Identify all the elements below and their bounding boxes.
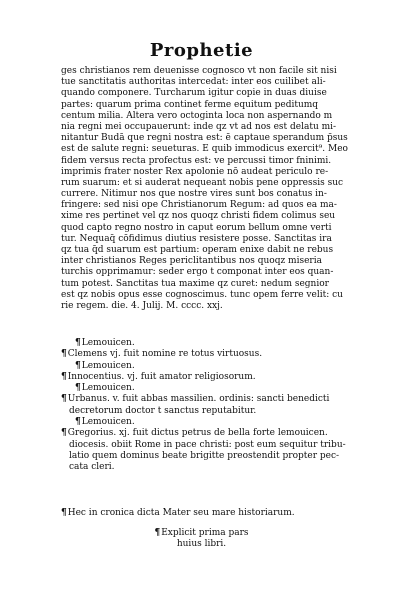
text-line: tum potest. Sanctitas tua maxime qz curet: nedum segnior	[61, 278, 329, 289]
text-line: imprimis frater noster Rex apolonie nō audeat periculo re-	[61, 166, 329, 177]
pilcrow-icon: ¶	[61, 428, 67, 439]
entry-line: cata cleri.	[69, 462, 115, 473]
text-line: nitantur Budā que regni nostra est: ē captaue sperandum p̄sus	[61, 133, 348, 144]
body-paragraph	[61, 66, 361, 312]
pilcrow-icon: ¶	[154, 528, 161, 538]
text-line: est qz nobis opus esse cognoscimus. tunc opem ferre velit: cu	[61, 289, 343, 300]
entry-line: diocesis. obiit Rome in pace christi: post eum sequitur tribu-	[69, 439, 346, 450]
text-line: tur. Nequaq̄ cōfidimus diutius resistere posse. Sanctitas ira	[61, 233, 332, 244]
text-line: rie regem. die. 4. Julij. M. cccc. xxj.	[61, 300, 223, 311]
text-line: tue sanctitatis authoritas intercedat: inter eos cuilibet ali-	[61, 77, 326, 88]
text-line: centum milia. Altera vero octoginta loca non aspernando m	[61, 110, 333, 121]
entry-line: ¶Lemouicen.	[75, 360, 135, 371]
chronicle-note: ¶Hec in cronica dicta Mater seu mare historiarum.	[61, 508, 295, 518]
explicit-colophon	[0, 528, 403, 550]
pilcrow-icon: ¶	[75, 383, 81, 394]
pilcrow-icon: ¶	[61, 349, 67, 360]
running-head: Prophetie	[149, 40, 254, 61]
text-line: ges christianos rem deuenisse cognosco vt non facile sit nisi	[61, 66, 337, 76]
explicit-line: ¶Explicit prima pars	[154, 528, 249, 538]
text-line: fringere: sed nisi ope Christianorum Regum: ad quos ea ma-	[61, 200, 337, 211]
text-line: turchis opprimamur: seder ergo t componat inter eos quan-	[61, 267, 334, 278]
text-line: quando componere. Turcharum igitur copie in duas diuise	[61, 88, 327, 99]
text-line: nia regni mei occupauerunt: inde qz vt ad nos est delatu mi-	[61, 121, 337, 132]
text-line: qz tua q̄d suarum est partium: operam enixe dabit ne rebus	[61, 245, 334, 255]
pilcrow-icon: ¶	[61, 394, 67, 405]
papal-entries	[61, 338, 361, 474]
text-line: rum suarum: et si auderat nequeant nobis pene oppressis suc	[61, 177, 344, 188]
entry-line: ¶Lemouicen.	[75, 338, 135, 348]
entry-line: ¶Clemens vj. fuit nomine re totus virtuosus.	[61, 349, 263, 360]
entry-line: ¶Lemouicen.	[75, 383, 135, 394]
explicit-line: huius libri.	[176, 539, 227, 549]
pilcrow-icon: ¶	[75, 338, 81, 348]
entry-line: latio quem dominus beate brigitte preostendit propter pec-	[69, 450, 340, 461]
entry-line: ¶Lemouicen.	[75, 417, 135, 428]
pilcrow-icon: ¶	[75, 417, 81, 428]
pilcrow-icon: ¶	[61, 508, 67, 518]
entry-line: ¶Innocentius. vj. fuit amator religiosorum.	[61, 371, 256, 382]
entry-line: ¶Gregorius. xj. fuit dictus petrus de bella forte lemouicen.	[61, 428, 328, 439]
text-line: est de salute regni: seueturas. E quib̄ immodicus exercit⁹. Meo	[61, 144, 348, 155]
entry-line: ¶Urbanus. v. fuit abbas massilien. ordinis: sancti benedicti	[61, 394, 330, 405]
text-line: currere. Nitimur nos que nostre vires sunt bos conatus in-	[61, 189, 327, 200]
text-line: quod capto regno nostro in caput eorum bellum omne verti	[61, 222, 332, 233]
text-line: fidem versus recta profectus est: ve percussi timor fninimi.	[61, 155, 332, 166]
pilcrow-icon: ¶	[75, 360, 81, 371]
text-line: partes: quarum prima continet ferme equitum peditumq	[61, 99, 319, 110]
pilcrow-icon: ¶	[61, 371, 67, 382]
text-line: xime res pertinet vel qz nos quoqz christi fidem colimus seu	[61, 211, 336, 222]
text-line: inter christianos Reges periclitantibus nos quoqz miseria	[61, 256, 322, 267]
entry-line: decretorum doctor t sanctus reputabitur.	[69, 405, 257, 416]
